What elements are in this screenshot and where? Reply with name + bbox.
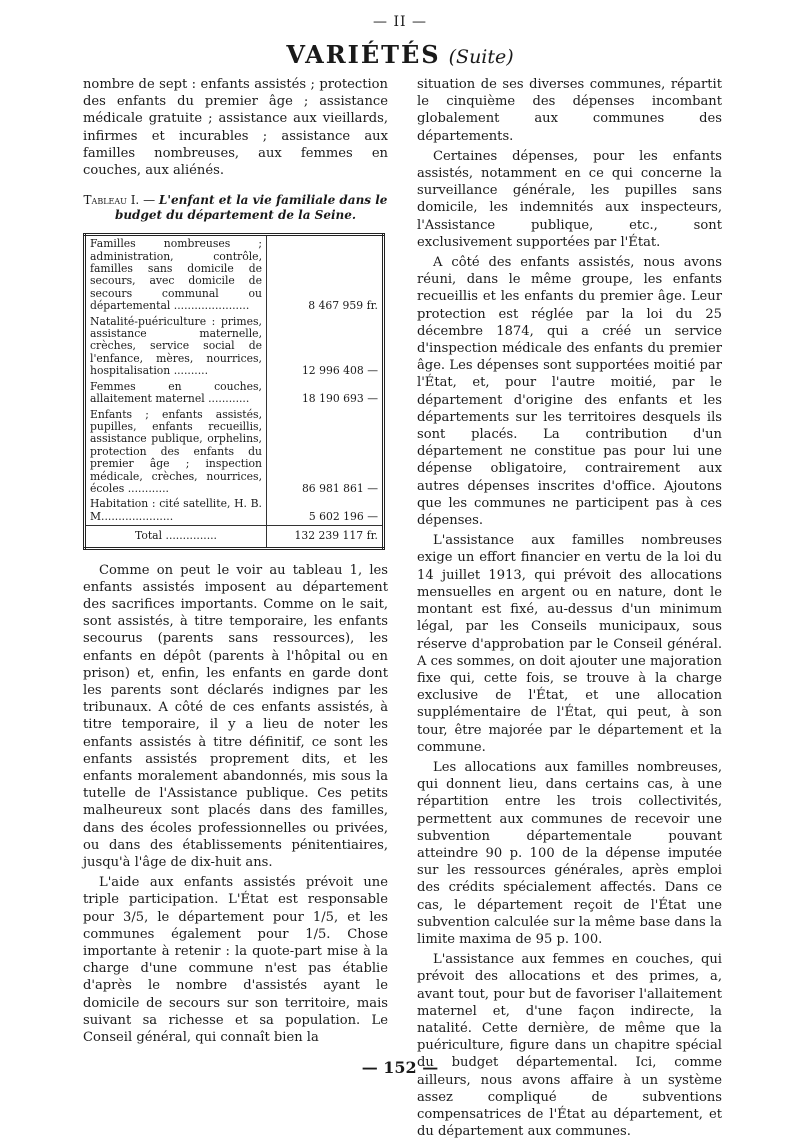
page-number: — 152 — (361, 1058, 439, 1077)
table-row (85, 408, 384, 498)
body-paragraph: L'aide aux enfants assistés prévoit une triple participation. L'État est responsable pour 3/5, le département pour 1/5, et les communes également pour 1/5. Chose importante à retenir : la quote-part mise à la charge d'une commune n'est pas établie d'après le nombre d'assistés ayant le domicile de secours sur son territoire, mais suivant sa richesse et sa population. Le Conseil général, qui connaît bien la (83, 875, 388, 1046)
body-paragraph: situation de ses diverses communes, répartit le cinquième des dépenses incombant globalement aux communes des départements. (417, 77, 722, 144)
table-caption-text: L'enfant et la vie familiale dans le budget du département de la Seine. (114, 193, 388, 223)
body-paragraph: Comme on peut le voir au tableau 1, les enfants assistés imposent au département des sacrifices importants. Comme on le sait, sont assistés, à titre temporaire, les enfants secourus (parents sans ressources), les enfants en dépôt (parents à l'hôpital ou en prison) et, enfin, les enfants en garde dont les parents sont déclarés indignes par les tribunaux. A côté de ces enfants assistés, à titre temporaire, il y a lieu de noter les enfants assistés à titre définitif, ce sont les enfants assistés proprement dits, et les enfants moralement abandonnés, mis sous la tutelle de l'Assistance publique. Ces petits malheureux sont placés dans des familles, dans des écoles professionnelles ou privées, ou dans des établissements pénitentiaires, jusqu'à l'âge de dix-huit ans. (83, 562, 388, 871)
body-paragraph: L'assistance aux familles nombreuses exige un effort financier en vertu de la loi du 14 juillet 1913, qui prévoit des allocations mensuelles en argent ou en nature, dont le montant est fixé, au-dessus d'un minimum légal, par les Conseils municipaux, sous réserve d'approbation par le Conseil général. A ces sommes, on doit ajouter une majoration fixe qui, cette fois, se trouve à la charge exclusive de l'État, et une allocation supplémentaire de l'État, qui peut, à son tour, être majorée par le département et la commune. (417, 533, 722, 755)
table-row (85, 315, 384, 380)
row-label: Femmes en couches, allaitement maternel ............ (85, 380, 267, 408)
row-label: Enfants ; enfants assistés, pupilles, enfants recueillis, assistance publique, orphelins, protection des enfants du premier âge ; inspection médicale, crèches, nourrices, écoles ............ (85, 408, 267, 498)
row-amount: 12 996 408 — (301, 364, 378, 378)
header-subtitle: (Suite) (448, 46, 514, 68)
body-paragraph: Certaines dépenses, pour les enfants assistés, notamment en ce qui concerne la surveillance générale, les pupilles sans domicile, les indemnités aux inspecteurs, l'Assistance publique, etc., sont exclusivement supportées par l'État. (417, 148, 722, 250)
table-total-row (85, 526, 384, 548)
budget-table (83, 233, 385, 549)
row-amount: 8 467 959 fr. (308, 299, 378, 313)
total-amount: 132 239 117 fr. (267, 526, 384, 548)
body-paragraph: Les allocations aux familles nombreuses, qui donnent lieu, dans certains cas, à une répartition entre les trois collectivités, permettent aux communes de recevoir une subvention départementale pouvant atteindre 90 p. 100 de la dépense imputée sur les ressources générales, après emploi des crédits spécialement affectés. Dans ce cas, le département reçoit de l'État une subvention calculée sur la même base dans la limite maxima de 95 p. 100. (417, 759, 722, 947)
row-amount: 18 190 693 — (301, 392, 378, 406)
table-row (85, 497, 384, 525)
page-top-number: — II — (373, 14, 427, 30)
table-row (85, 235, 384, 315)
row-amount: 86 981 861 — (301, 481, 378, 495)
body-paragraph: L'assistance aux femmes en couches, qui prévoit des allocations et des primes, a, avant tout, pour but de favoriser l'allaitement maternel et, d'une façon indirecte, la natalité. Cette dernière, de même que la puériculture, figure dans un chapitre spécial du budget départemental. Ici, comme ailleurs, nous avons affaire à un système assez compliqué de subventions compensatrices de l'État au département, et du département aux communes. (417, 952, 722, 1140)
total-label: Total ............... (85, 526, 267, 548)
right-column (417, 76, 722, 1140)
row-amount: 5 602 196 — (308, 509, 378, 523)
intro-paragraph: nombre de sept : enfants assistés ; protection des enfants du premier âge ; assistance médicale gratuite ; assistance aux vieillards, infirmes et incurables ; assistance aux familles nombreuses, aux femmes en couches, aux aliénés. (83, 77, 388, 179)
row-label: Habitation : cité satellite, H. B. M..................... (85, 497, 267, 525)
header-title: VARIÉTÉS (286, 40, 441, 69)
table-caption (83, 193, 388, 223)
table-row (85, 380, 384, 408)
body-paragraph: A côté des enfants assistés, nous avons réuni, dans le même groupe, les enfants recueillis et les enfants du premier âge. Leur protection est réglée par la loi du 25 décembre 1874, qui a créé un service d'inspection médicale des enfants du premier âge. Les dépenses sont supportées moitié par l'État, et, pour l'autre moitié, par le département d'origine des enfants et les départements sur les territoires desquels ils sont placés. La contribution d'un département ne constitue pas pour lui une dépense obligatoire, contrairement aux autres dépenses inscrites d'office. Ajoutons que les communes ne participent pas à ces dépenses. (417, 255, 722, 529)
row-label: Natalité-puériculture : primes, assistance maternelle, crèches, service social de l'enfance, mères, nourrices, hospitalisation .......... (85, 315, 267, 380)
table-caption-label: Tableau I. — (83, 193, 156, 208)
row-label: Familles nombreuses ; administration, contrôle, familles sans domicile de secours, avec domicile de secours communal ou départemental ...................... (85, 235, 267, 315)
running-header (0, 40, 800, 69)
left-column (83, 76, 388, 1046)
